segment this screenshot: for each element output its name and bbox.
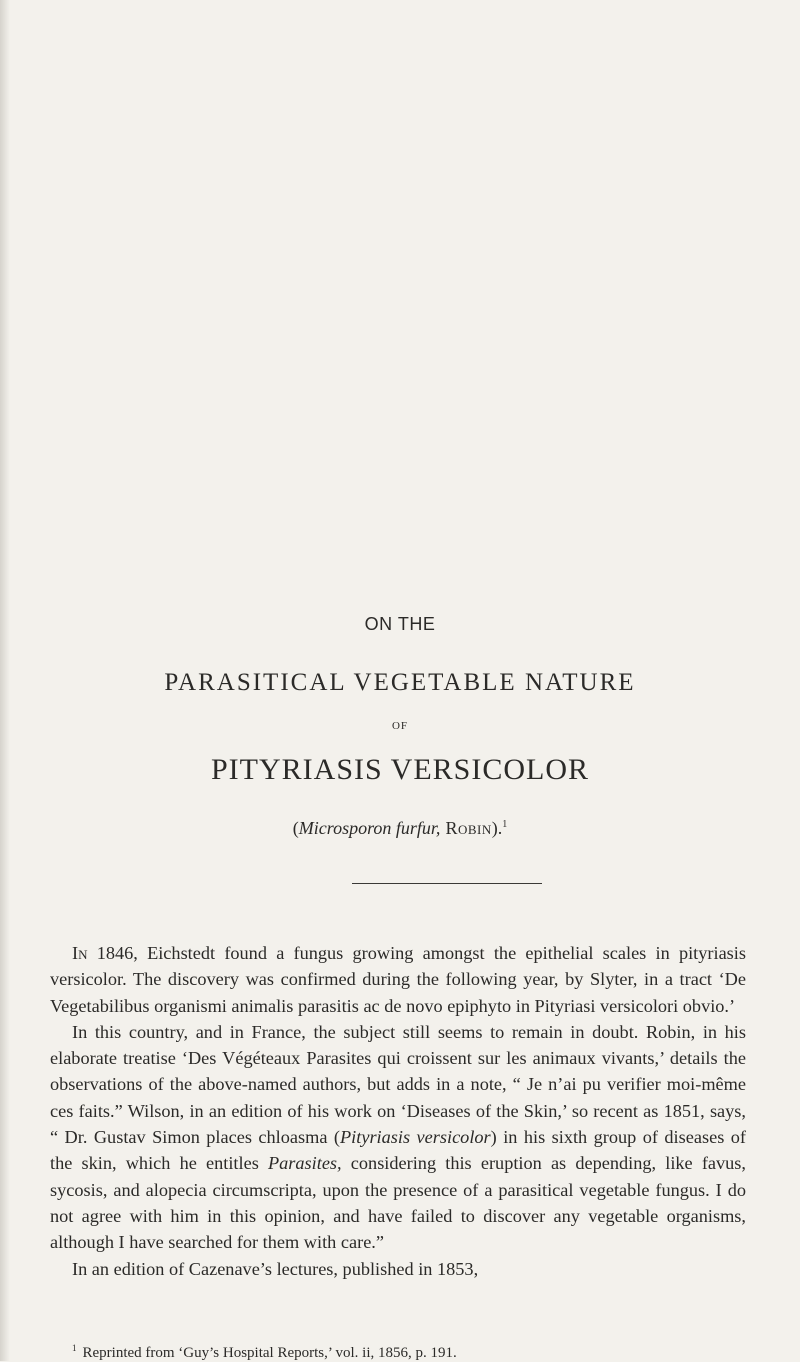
heading-subtitle	[0, 818, 800, 839]
footnote-text: Reprinted from ‘Guy’s Hospital Reports,’ vol. ii, 1856, p. 191.	[82, 1345, 457, 1361]
body-text	[50, 940, 746, 1282]
subtitle-close-paren: ).	[491, 818, 503, 838]
heading-line-2: PARASITICAL VEGETABLE NATURE	[164, 669, 636, 696]
footnote	[50, 1339, 746, 1362]
paragraph-2-text-c: considering this eruption as depending, like favus, sycosis, and alopecia circumscripta, upon the presence of a parasitical vegetable fungus. I do not agree with him in this opinion, and have failed to discover any vegetable organisms, although I have searched for them with care.”	[50, 1153, 746, 1253]
subtitle-species: Microsporon furfur,	[298, 818, 441, 838]
footnote-reference: 1	[502, 819, 508, 830]
paragraph-2-italic-a: Pityriasis versicolor	[340, 1127, 491, 1148]
paragraph-1-text: 1846, Eichstedt found a fungus growing amongst the epithelial scales in pityriasis versicolor. The discovery was confirmed during the following year, by Slyter, in a tract ‘De Vegetabilibus organismi animalis parasitis ac de novo epiphyto in Pityriasi versicolori obvio.’	[50, 943, 746, 1016]
paragraph-3: In an edition of Cazenave’s lectures, published in 1853,	[72, 1258, 479, 1279]
paragraph-2-text-a: In this country, and in France, the subject still seems to remain in doubt. Robin, in his elaborate treatise ‘Des Végéteaux Parasites qui croissent sur les animaux vivants,’ details the observations of the above-named authors, but adds in a note, “ Je n’ai pu verifier moi-même ces faits.” Wilson, in an edition of his work on ‘Diseases of the Skin,’ so recent as 1851, says, “ Dr. Gustav Simon places chloasma (	[50, 1021, 746, 1148]
subtitle-author: Robin	[440, 818, 492, 838]
heading-line-3: OF	[391, 720, 409, 732]
subtitle-open-paren: (	[292, 818, 299, 838]
paragraph-2-italic-b: Parasites,	[267, 1153, 342, 1174]
paragraph-2-text-b: ) in his sixth group of diseases of the skin, which he entitles	[50, 1127, 746, 1174]
paragraph-1	[50, 940, 746, 1019]
heading-line-1: ON THE	[364, 614, 436, 634]
heading-title: PITYRIASIS VERSICOLOR	[211, 753, 589, 786]
footnote-marker: 1	[72, 1343, 77, 1353]
paragraph-1-lead: In	[72, 943, 88, 963]
paragraph-2	[50, 1019, 746, 1256]
section-divider	[352, 883, 542, 884]
